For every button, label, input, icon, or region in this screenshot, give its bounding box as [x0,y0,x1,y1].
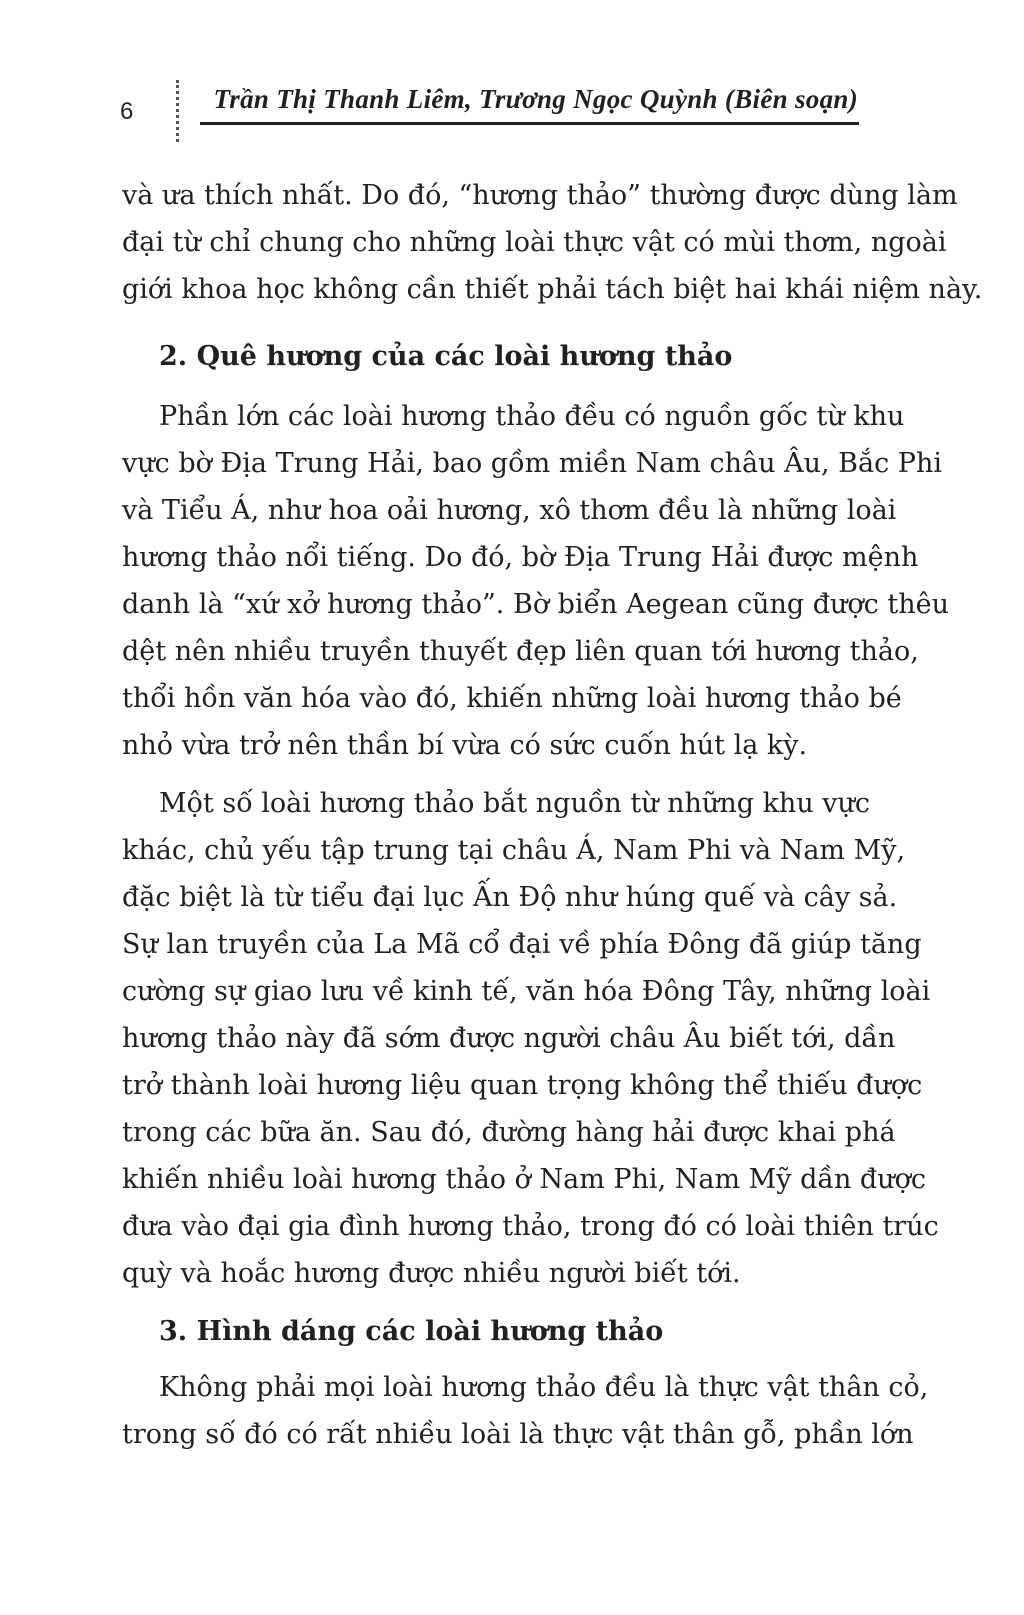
paragraph [122,393,949,769]
text-line: và Tiểu Á, như hoa oải hương, xô thơm đều là những loài [122,495,897,526]
text-line: nhỏ vừa trở nên thần bí vừa có sức cuốn hút lạ kỳ. [122,730,808,761]
page-body [122,172,983,1458]
text-line: Một số loài hương thảo bắt nguồn từ những khu vực [159,788,871,819]
paragraph [122,1364,929,1458]
text-line: đại từ chỉ chung cho những loài thực vật có mùi thơm, ngoài [122,227,947,258]
text-line: khiến nhiều loài hương thảo ở Nam Phi, Nam Mỹ dần được [122,1164,926,1195]
running-title: Trần Thị Thanh Liêm, Trương Ngọc Quỳnh (Biên soạn) [213,84,858,114]
header-rule [200,122,859,125]
text-line: danh là “xứ xở hương thảo”. Bờ biển Aegean cũng được thêu [122,589,949,620]
text-line: hương thảo nổi tiếng. Do đó, bờ Địa Trung Hải được mệnh [122,542,919,573]
paragraph [122,780,939,1297]
paragraph [122,172,983,313]
text-line: cường sự giao lưu về kinh tế, văn hóa Đông Tây, những loài [122,976,931,1007]
text-line: vực bờ Địa Trung Hải, bao gồm miền Nam châu Âu, Bắc Phi [122,448,942,479]
text-line: đưa vào đại gia đình hương thảo, trong đó có loài thiên trúc [122,1211,939,1242]
section-heading: 3. Hình dáng các loài hương thảo [159,1316,664,1347]
text-line: và ưa thích nhất. Do đó, “hương thảo” thường được dùng làm [122,180,958,211]
text-line: hương thảo này đã sớm được người châu Âu biết tới, dần [122,1023,896,1054]
text-line: trở thành loài hương liệu quan trọng không thể thiếu được [122,1070,923,1101]
page-number: 6 [120,98,134,125]
text-line: Phần lớn các loài hương thảo đều có nguồn gốc từ khu [159,401,905,432]
section-heading: 2. Quê hương của các loài hương thảo [159,341,733,372]
text-line: dệt nên nhiều truyền thuyết đẹp liên quan tới hương thảo, [122,636,919,667]
text-line: thổi hồn văn hóa vào đó, khiến những loài hương thảo bé [122,683,902,714]
text-line: trong số đó có rất nhiều loài là thực vật thân gỗ, phần lớn [122,1419,914,1450]
text-line: đặc biệt là từ tiểu đại lục Ấn Độ như húng quế và cây sả. [122,882,898,913]
text-line: Sự lan truyền của La Mã cổ đại về phía Đông đã giúp tăng [122,929,922,960]
text-line: khác, chủ yếu tập trung tại châu Á, Nam Phi và Nam Mỹ, [122,835,906,866]
vertical-divider [176,80,179,142]
text-line: giới khoa học không cần thiết phải tách biệt hai khái niệm này. [122,274,983,305]
text-line: Không phải mọi loài hương thảo đều là thực vật thân cỏ, [159,1372,929,1403]
text-line: quỳ và hoắc hương được nhiều người biết tới. [122,1258,741,1289]
text-line: trong các bữa ăn. Sau đó, đường hàng hải được khai phá [122,1117,896,1148]
